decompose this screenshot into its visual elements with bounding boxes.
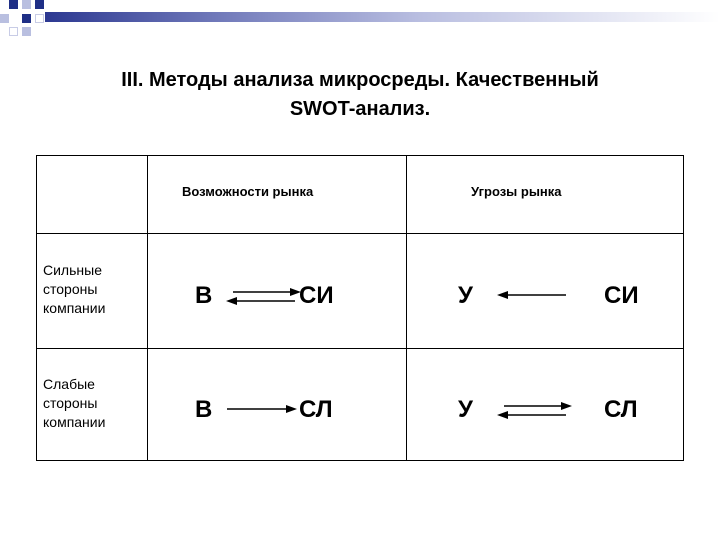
slide-title xyxy=(60,66,660,124)
corner-decoration xyxy=(0,0,60,50)
cell-right-label: СИ xyxy=(604,282,639,309)
cell-weaknesses-opportunities xyxy=(147,393,406,429)
row-header-weaknesses xyxy=(43,375,105,432)
double-arrow-icon xyxy=(496,393,572,429)
cell-right-label: СЛ xyxy=(604,396,638,423)
right-arrow-icon xyxy=(225,393,299,429)
double-arrow-icon xyxy=(225,279,301,315)
row-header-line: стороны xyxy=(43,281,98,297)
column-header-threats: Угрозы рынка xyxy=(471,184,562,199)
cell-left-label: В xyxy=(195,282,213,309)
cell-right-label: СЛ xyxy=(299,396,333,423)
row-header-line: стороны xyxy=(43,395,98,411)
cell-strengths-threats xyxy=(406,279,684,315)
column-header-opportunities: Возможности рынка xyxy=(182,184,314,199)
cell-left-label: У xyxy=(458,396,473,423)
row-header-line: Сильные xyxy=(43,262,102,278)
cell-left-label: У xyxy=(458,282,473,309)
grid-divider xyxy=(37,348,683,349)
row-header-line: Слабые xyxy=(43,376,95,392)
row-header-line: компании xyxy=(43,300,106,316)
left-arrow-icon xyxy=(496,279,568,315)
slide-title-line-1: III. Методы анализа микросреды. Качественный xyxy=(121,69,599,91)
grid-divider xyxy=(37,233,683,234)
row-header-line: компании xyxy=(43,414,106,430)
row-header-strengths xyxy=(43,261,105,318)
cell-weaknesses-threats xyxy=(406,393,684,429)
header-gradient-bar xyxy=(45,12,720,22)
swot-matrix xyxy=(36,155,684,461)
slide-title-line-2: SWOT-анализ. xyxy=(289,98,431,120)
cell-strengths-opportunities xyxy=(147,279,406,315)
cell-left-label: В xyxy=(195,396,213,423)
cell-right-label: СИ xyxy=(299,282,334,309)
